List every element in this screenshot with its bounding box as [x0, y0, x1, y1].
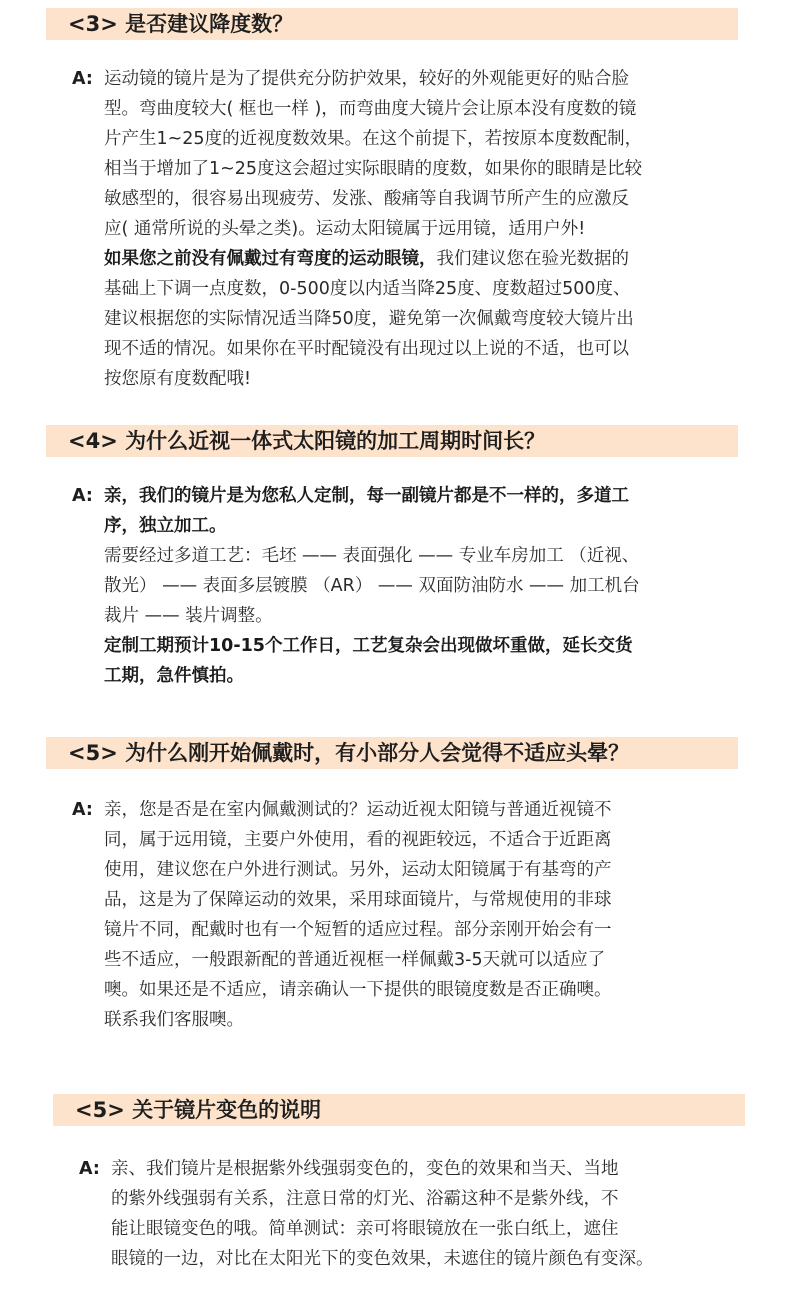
- answer-body: [111, 1154, 721, 1274]
- answer-body: [104, 64, 714, 394]
- answer-label: A:: [72, 486, 93, 506]
- answer-line: 联系我们客服噢。: [104, 1010, 244, 1030]
- answer-line: 亲、我们镜片是根据紫外线强弱变色的，变色的效果和当天、当地: [111, 1159, 619, 1179]
- answer-line-bold: 亲，我们的镜片是为您私人定制，每一副镜片都是不一样的，多道工: [104, 486, 629, 506]
- section-4-title: <4> 为什么近视一体式太阳镜的加工周期时间长？: [46, 425, 738, 457]
- answer-line: 亲，您是否是在室内佩戴测试的？运动近视太阳镜与普通近视镜不: [104, 800, 612, 820]
- answer-label: A:: [79, 1159, 100, 1179]
- answer-text: 我们建议您在验光数据的: [436, 249, 629, 269]
- answer-line: 相当于增加了1~25度这会超过实际眼睛的度数，如果你的眼睛是比较: [104, 159, 643, 179]
- answer-line: 噢。如果还是不适应，请亲确认一下提供的眼镜度数是否正确噢。: [104, 980, 612, 1000]
- answer-line: 现不适的情况。如果你在平时配镜没有出现过以上说的不适，也可以: [104, 339, 629, 359]
- answer-line: 品，这是为了保障运动的效果，采用球面镜片，与常规使用的非球: [104, 890, 612, 910]
- section-6-title: <5> 关于镜片变色的说明: [53, 1094, 745, 1126]
- answer-line-bold: 工期，急件慎拍。: [104, 666, 244, 686]
- answer-body: [104, 795, 714, 1035]
- section-3-title: <3> 是否建议降度数？: [46, 8, 738, 40]
- answer-label: A:: [72, 69, 93, 89]
- section-5-title: <5> 为什么刚开始佩戴时，有小部分人会觉得不适应头晕？: [46, 737, 738, 769]
- answer-line: 的紫外线强弱有关系，注意日常的灯光、浴霸这种不是紫外线，不: [111, 1189, 619, 1209]
- answer-line: 使用，建议您在户外进行测试。另外，运动太阳镜属于有基弯的产: [104, 860, 612, 880]
- answer-line: 眼镜的一边，对比在太阳光下的变色效果，未遮住的镜片颜色有变深。: [111, 1249, 654, 1269]
- answer-line: 散光） —— 表面多层镀膜 （AR） —— 双面防油防水 —— 加工机台: [104, 576, 640, 596]
- answer-line-bold: 序，独立加工。: [104, 516, 227, 536]
- answer-line: 能让眼镜变色的哦。简单测试：亲可将眼镜放在一张白纸上，遮住: [111, 1219, 619, 1239]
- answer-body: [104, 481, 714, 691]
- answer-line-bold: 定制工期预计10-15个工作日，工艺复杂会出现做坏重做，延长交货: [104, 636, 633, 656]
- answer-line: 按您原有度数配哦!: [104, 369, 252, 389]
- answer-line: 同，属于远用镜，主要户外使用，看的视距较远，不适合于近距离: [104, 830, 612, 850]
- answer-line: 应( 通常所说的头晕之类)。运动太阳镜属于远用镜，适用户外!: [104, 219, 586, 239]
- answer-line: [104, 244, 714, 274]
- answer-line: 运动镜的镜片是为了提供充分防护效果，较好的外观能更好的贴合脸: [104, 69, 629, 89]
- bold-lead: 如果您之前没有佩戴过有弯度的运动眼镜，: [104, 249, 437, 269]
- answer-line: 片产生1~25度的近视度数效果。在这个前提下，若按原本度数配制，: [104, 129, 643, 149]
- answer-line: 基础上下调一点度数，0-500度以内适当降25度、度数超过500度、: [104, 279, 631, 299]
- answer-line: 镜片不同，配戴时也有一个短暂的适应过程。部分亲刚开始会有一: [104, 920, 612, 940]
- answer-line: 裁片 —— 装片调整。: [104, 606, 273, 626]
- answer-line: 些不适应，一般跟新配的普通近视框一样佩戴3-5天就可以适应了: [104, 950, 606, 970]
- answer-line: 建议根据您的实际情况适当降50度，避免第一次佩戴弯度较大镜片出: [104, 309, 634, 329]
- answer-line: 敏感型的，很容易出现疲劳、发涨、酸痛等自我调节所产生的应激反: [104, 189, 629, 209]
- answer-label: A:: [72, 800, 93, 820]
- answer-line: 型。弯曲度较大( 框也一样 )，而弯曲度大镜片会让原本没有度数的镜: [104, 99, 637, 119]
- answer-line: 需要经过多道工艺：毛坯 —— 表面强化 —— 专业车房加工 （近视、: [104, 546, 640, 566]
